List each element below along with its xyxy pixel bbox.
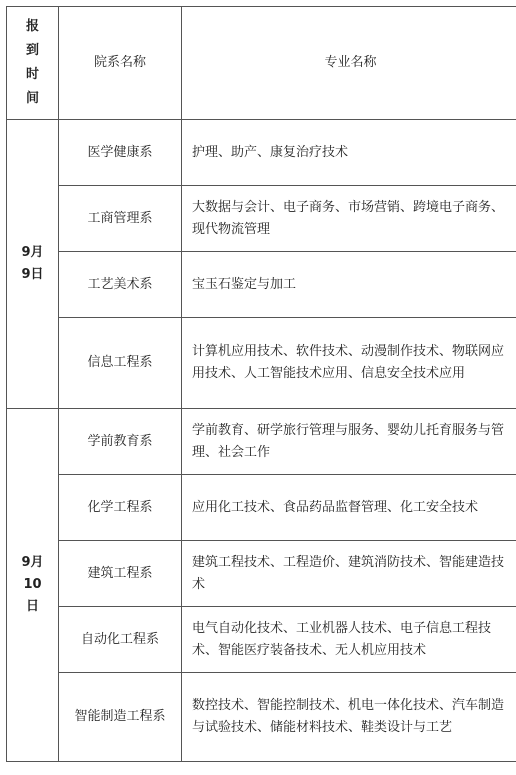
date-text: 9月 xyxy=(21,555,44,570)
table-row xyxy=(7,673,516,762)
header-date-char: 时 xyxy=(25,67,39,82)
header-major-cell: 专业名称 xyxy=(182,7,516,120)
majors-cell: 计算机应用技术、软件技术、动漫制作技术、物联网应用技术、人工智能技术应用、信息安全技术应用 xyxy=(182,318,516,409)
date-cell-sep-10 xyxy=(7,409,59,762)
department-cell: 自动化工程系 xyxy=(59,607,182,673)
department-cell: 医学健康系 xyxy=(59,120,182,186)
department-cell: 建筑工程系 xyxy=(59,541,182,607)
majors-cell: 护理、助产、康复治疗技术 xyxy=(182,120,516,186)
department-cell: 信息工程系 xyxy=(59,318,182,409)
department-cell: 智能制造工程系 xyxy=(59,673,182,762)
majors-cell: 学前教育、研学旅行管理与服务、婴幼儿托育服务与管理、社会工作 xyxy=(182,409,516,475)
table-row xyxy=(7,120,516,186)
header-department-cell: 院系名称 xyxy=(59,7,182,120)
majors-cell: 应用化工技术、食品药品监督管理、化工安全技术 xyxy=(182,475,516,541)
date-text: 9日 xyxy=(21,267,44,282)
department-cell: 工艺美术系 xyxy=(59,252,182,318)
header-date-char: 报 xyxy=(25,19,39,34)
header-date-char: 到 xyxy=(25,43,39,58)
department-cell: 工商管理系 xyxy=(59,186,182,252)
date-cell-sep-9 xyxy=(7,120,59,409)
table-row xyxy=(7,409,516,475)
majors-cell: 大数据与会计、电子商务、市场营销、跨境电子商务、现代物流管理 xyxy=(182,186,516,252)
table-row xyxy=(7,186,516,252)
majors-cell: 电气自动化技术、工业机器人技术、电子信息工程技术、智能医疗装备技术、无人机应用技术 xyxy=(182,607,516,673)
header-date-char: 间 xyxy=(25,91,39,106)
majors-cell: 宝玉石鉴定与加工 xyxy=(182,252,516,318)
date-text: 10 xyxy=(23,577,42,592)
table-header-row xyxy=(7,7,516,120)
majors-cell: 建筑工程技术、工程造价、建筑消防技术、智能建造技术 xyxy=(182,541,516,607)
table-row xyxy=(7,318,516,409)
table-row xyxy=(7,252,516,318)
date-text: 9月 xyxy=(21,245,44,260)
registration-schedule-table xyxy=(6,6,516,762)
table-row xyxy=(7,541,516,607)
table-row xyxy=(7,607,516,673)
department-cell: 化学工程系 xyxy=(59,475,182,541)
department-cell: 学前教育系 xyxy=(59,409,182,475)
date-text: 日 xyxy=(25,599,39,614)
table-row xyxy=(7,475,516,541)
majors-cell: 数控技术、智能控制技术、机电一体化技术、汽车制造与试验技术、储能材料技术、鞋类设计与工艺 xyxy=(182,673,516,762)
header-date-cell xyxy=(7,7,59,120)
